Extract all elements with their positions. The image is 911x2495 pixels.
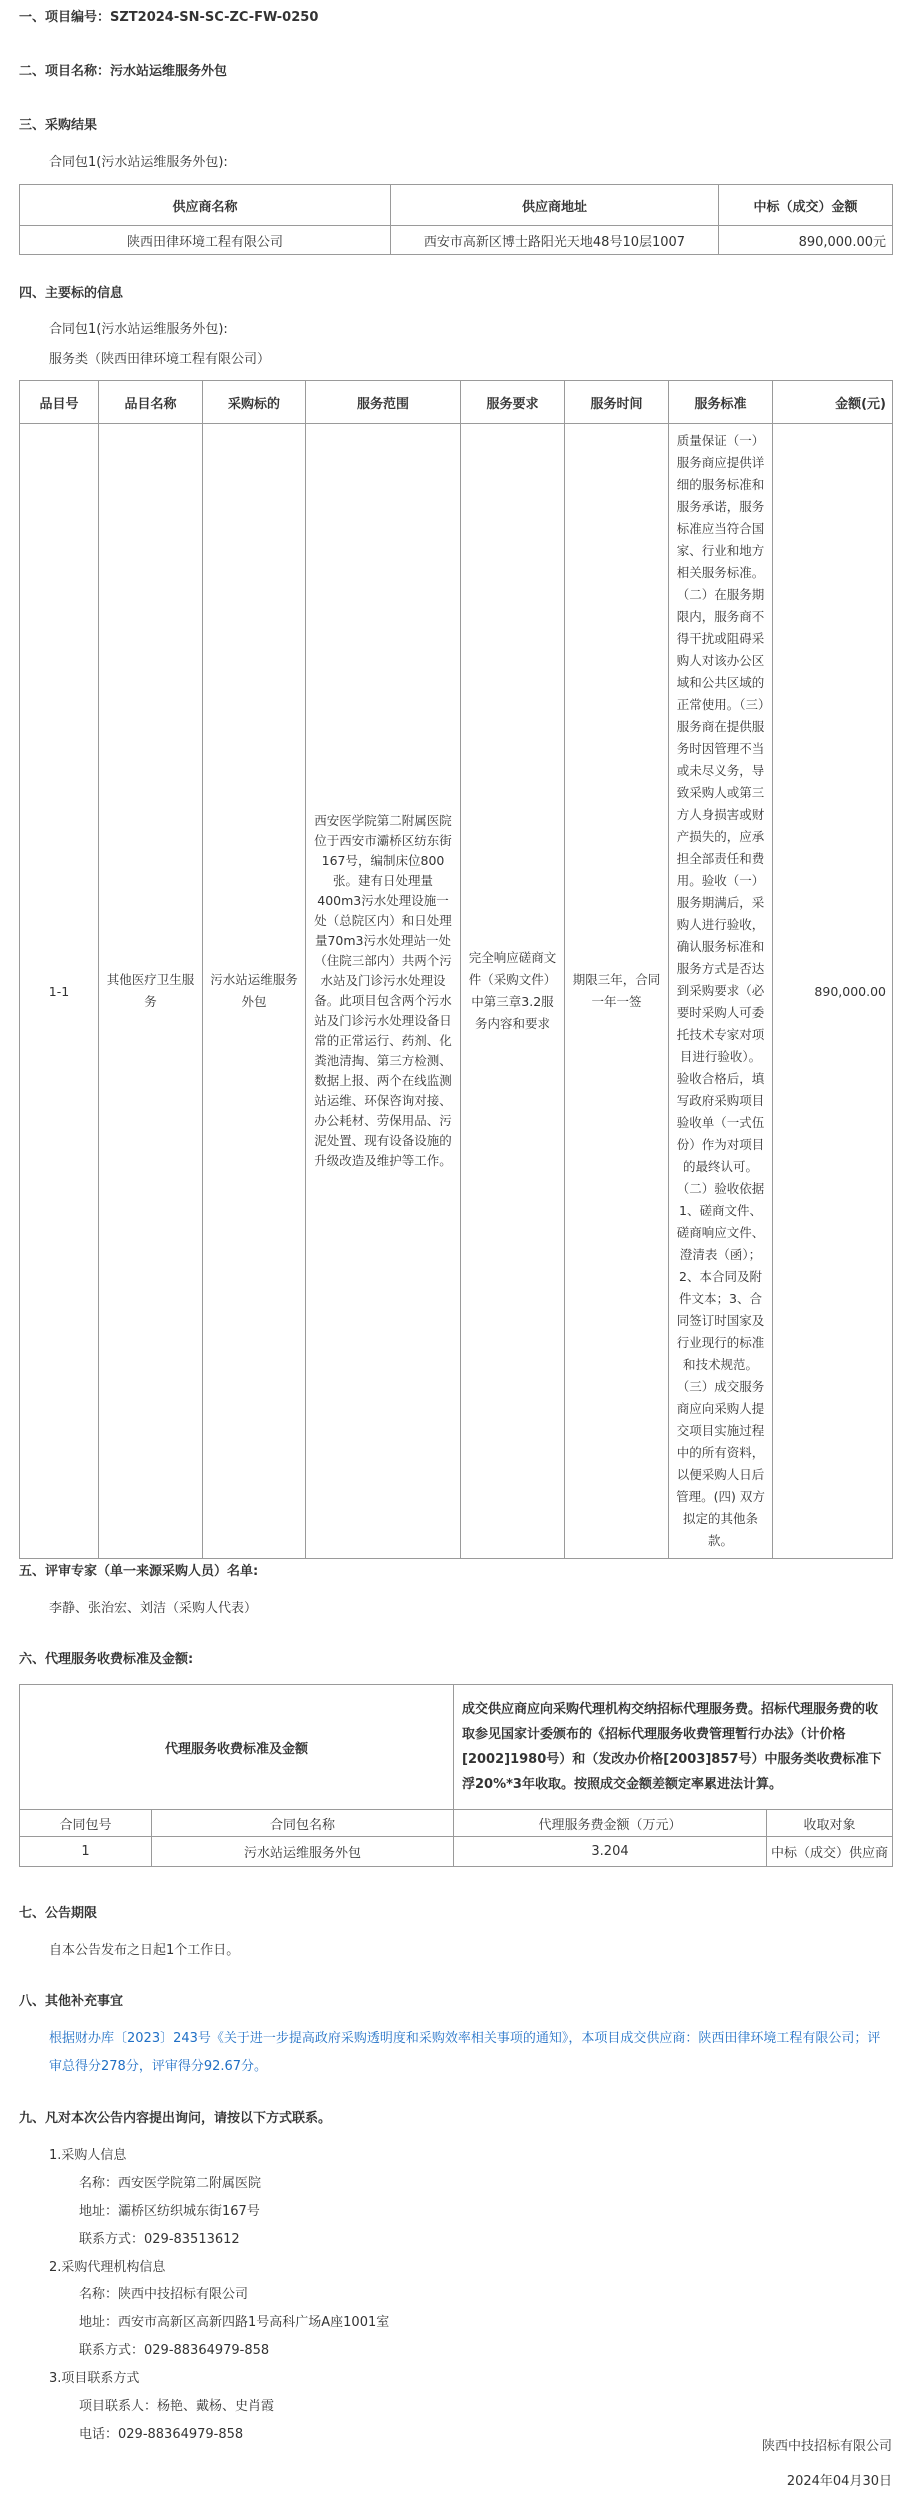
contact-title: 九、凡对本次公告内容提出询问，请按以下方式联系。 [19, 2111, 332, 2126]
fee-header-target: 收取对象 [767, 1810, 893, 1837]
contact-agency-phone: 联系方式：029-88364979-858 [79, 2343, 270, 2358]
other-matters-title: 八、其他补充事宜 [19, 1994, 124, 2009]
items-header-target: 采购标的 [203, 381, 306, 424]
contact-buyer-address: 地址：灞桥区纺织城东街167号 [79, 2204, 260, 2219]
item-time: 期限三年，合同一年一签 [565, 424, 669, 1559]
items-header-requirement: 服务要求 [461, 381, 565, 424]
items-table [19, 380, 893, 1559]
notice-period-title: 七、公告期限 [19, 1906, 98, 1921]
items-header-scope: 服务范围 [306, 381, 461, 424]
project-number [19, 6, 318, 25]
items-header-code: 品目号 [20, 381, 99, 424]
project-name-label: 二、项目名称： [19, 64, 111, 79]
contact-buyer-name: 名称：西安医学院第二附属医院 [79, 2176, 262, 2191]
project-name-value: 污水站运维服务外包 [110, 64, 228, 79]
item-amount: 890,000.00 [773, 424, 893, 1559]
fee-table [19, 1684, 893, 1867]
result-amount: 890,000.00元 [719, 226, 893, 255]
result-supplier: 陕西田律环境工程有限公司 [20, 226, 391, 255]
fee-std-text: 成交供应商应向采购代理机构交纳招标代理服务费。招标代理服务费的收取参见国家计委颁布的《招标代理服务收费管理暂行办法》（计价格[2002]1980号）和（发改办价格[2003]857号）中服务类收费标准下浮20%*3年收取。按照成交金额差额定率累进法计算。 [454, 1685, 893, 1810]
items-header-name: 品目名称 [99, 381, 203, 424]
project-number-label: 一、项目编号： [19, 10, 111, 25]
items-header-standard: 服务标准 [669, 381, 773, 424]
items-category: 服务类（陕西田律环境工程有限公司） [49, 352, 271, 367]
contact-agency-name: 名称：陕西中技招标有限公司 [79, 2287, 249, 2302]
main-items-title: 四、主要标的信息 [19, 286, 124, 301]
project-number-value: SZT2024-SN-SC-ZC-FW-0250 [110, 10, 319, 25]
item-target: 污水站运维服务外包 [203, 424, 306, 1559]
other-matters-text: 根据财办库〔2023〕243号《关于进一步提高政府采购透明度和采购效率相关事项的通知》，本项目成交供应商：陕西田律环境工程有限公司；评审总得分278分，评审得分92.67分。 [49, 2031, 881, 2074]
fee-header-amount: 代理服务费金额（万元） [454, 1810, 767, 1837]
item-requirement: 完全响应磋商文件（采购文件）中第三章3.2服务内容和要求 [461, 424, 565, 1559]
result-header-amount: 中标（成交）金额 [719, 185, 893, 226]
item-scope: 西安医学院第二附属医院位于西安市灞桥区纺东街167号，编制床位800张。建有日处理量400m3污水处理设施一处（总院区内）和日处理量70m3污水处理站一处（住院三部内）共两个污水站及门诊污水处理设备。此项目包含两个污水站及门诊污水处理设备日常的正常运行、药剂、化粪池清掏、第三方检测、数据上报、两个在线监测站运维、环保咨询对接、办公耗材、劳保用品、污泥处置、现有设备设施的升级改造及维护等工作。 [306, 424, 461, 1559]
item-code: 1-1 [20, 424, 99, 1559]
items-header-amount: 金额(元) [773, 381, 893, 424]
fee-header-name: 合同包名称 [152, 1810, 454, 1837]
fee-no: 1 [20, 1837, 152, 1867]
notice-period-text: 自本公告发布之日起1个工作日。 [49, 1943, 240, 1958]
contact-buyer-phone: 联系方式：029-83513612 [79, 2232, 240, 2247]
fee-header-no: 合同包号 [20, 1810, 152, 1837]
items-header-time: 服务时间 [565, 381, 669, 424]
items-package: 合同包1(污水站运维服务外包): [49, 322, 228, 337]
contact-project-people: 项目联系人：杨艳、戴杨、史肖霞 [79, 2399, 275, 2414]
experts-title: 五、评审专家（单一来源采购人员）名单: [19, 1564, 259, 1579]
footer-org: 陕西中技招标有限公司 [761, 2439, 892, 2454]
contact-agency-title: 2.采购代理机构信息 [49, 2260, 166, 2275]
procurement-result-title: 三、采购结果 [19, 118, 98, 133]
project-name [19, 60, 227, 79]
fee-std-label: 代理服务收费标准及金额 [20, 1685, 454, 1810]
result-header-supplier: 供应商名称 [20, 185, 391, 226]
result-package: 合同包1(污水站运维服务外包): [49, 155, 228, 170]
item-standard: 质量保证（一）服务商应提供详细的服务标准和服务承诺，服务标准应当符合国家、行业和地方相关服务标准。（二）在服务期限内，服务商不得干扰或阻碍采购人对该办公区域和公共区域的正常使用。（三）服务商在提供服务时因管理不当或未尽义务，导致采购人或第三方人身损害或财产损失的，应承担全部责任和费用。验收（一）服务期满后，采购人进行验收，确认服务标准和服务方式是否达到采购要求（必要时采购人可委托技术专家对项目进行验收）。验收合格后，填写政府采购项目验收单（一式伍份）作为对项目的最终认可。（二）验收依据 1、磋商文件、磋商响应文件、澄清表（函）；2、本合同及附件文本；3、合同签订时国家及行业现行的标准和技术规范。（三）成交服务商应向采购人提交项目实施过程中的所有资料，以便采购人日后管理。(四) 双方拟定的其他条款。 [669, 424, 773, 1559]
contact-project-phone: 电话：029-88364979-858 [79, 2427, 244, 2442]
fee-target: 中标（成交）供应商 [767, 1837, 893, 1867]
fee-name: 污水站运维服务外包 [152, 1837, 454, 1867]
contact-buyer-title: 1.采购人信息 [49, 2148, 127, 2163]
contact-agency-address: 地址：西安市高新区高新四路1号高科广场A座1001室 [79, 2315, 390, 2330]
item-name: 其他医疗卫生服务 [99, 424, 203, 1559]
footer-date: 2024年04月30日 [786, 2474, 892, 2489]
contact-project-title: 3.项目联系方式 [49, 2371, 140, 2386]
result-address: 西安市高新区博士路阳光天地48号10层1007 [391, 226, 719, 255]
fee-amount: 3.204 [454, 1837, 767, 1867]
experts-names: 李静、张治宏、刘洁（采购人代表） [49, 1601, 258, 1616]
agency-fee-title: 六、代理服务收费标准及金额: [19, 1652, 194, 1667]
result-header-address: 供应商地址 [391, 185, 719, 226]
result-table [19, 184, 893, 255]
